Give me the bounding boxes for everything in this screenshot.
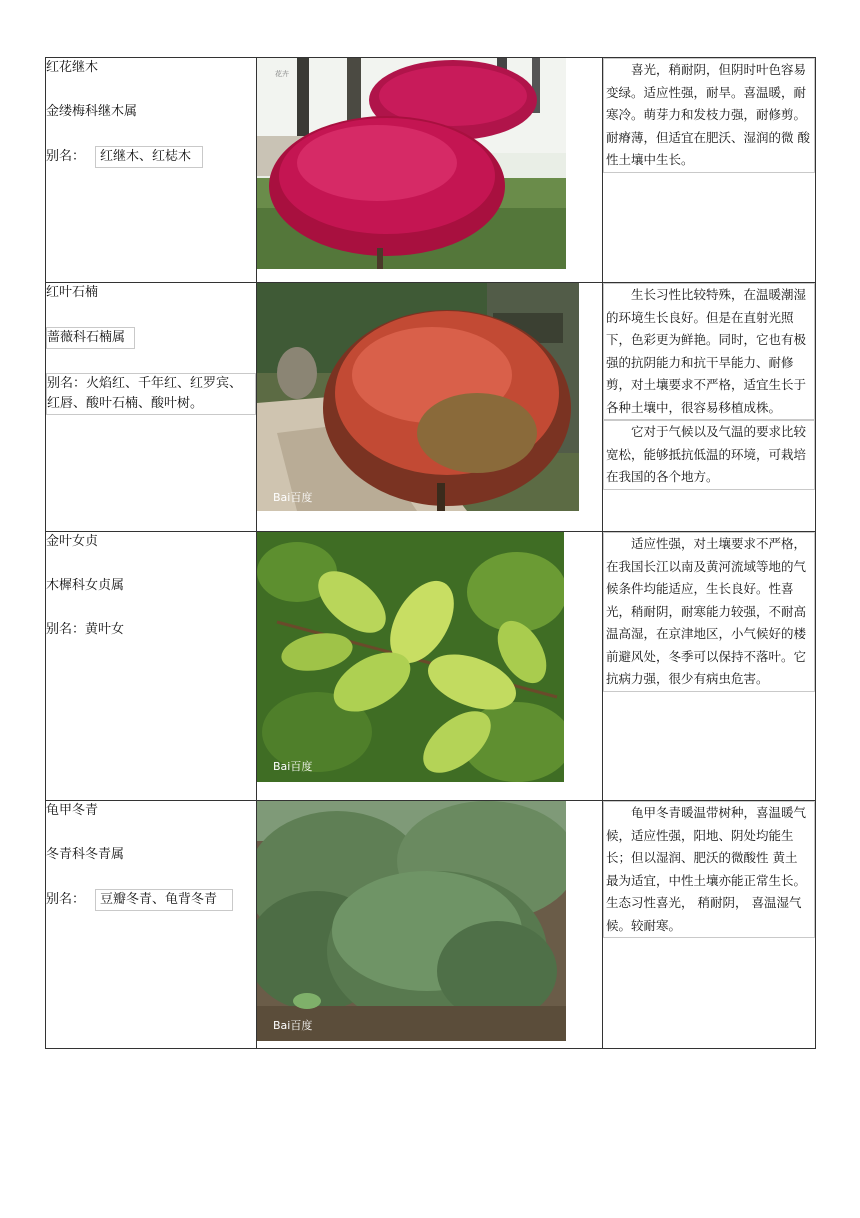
- plant-family: 蔷薇科石楠属: [46, 327, 135, 349]
- plant-description-cell: [603, 283, 816, 532]
- plant-image-cell: [257, 801, 603, 1049]
- alias-label: 别名：: [46, 622, 86, 637]
- plant-table: [45, 57, 816, 1049]
- table-row: [46, 532, 816, 801]
- plant-description-cell: [603, 532, 816, 801]
- alias-value: 火焰红、千年红、红罗宾、红唇、酸叶石楠、酸叶树。: [47, 376, 243, 411]
- plant-description-cell: [603, 801, 816, 1049]
- alias-label: 别名：: [47, 376, 87, 391]
- plant-alias: [46, 373, 256, 415]
- holly-shrub-photo: [257, 801, 566, 1041]
- plant-family: 木樨科女贞属: [46, 578, 125, 593]
- description-paragraph: 生长习性比较特殊，在温暖潮湿的环境生长良好。但是在直射光照下，色彩更为鲜艳。同时，它也有极强的抗阴能力和抗干旱能力、耐修剪，对土壤要求不严格，适宜生长于各种土壤中，很容易移植成株。: [603, 283, 815, 420]
- table-row: [46, 283, 816, 532]
- plant-family: 金缕梅科继木属: [46, 104, 138, 119]
- plant-name: 红花继木: [46, 60, 99, 75]
- plant-alias: [46, 146, 256, 168]
- plant-alias: [46, 889, 256, 911]
- baidu-watermark: Bai百度: [273, 1019, 313, 1032]
- plant-alias: [46, 620, 256, 640]
- plant-image-cell: [257, 58, 603, 283]
- plant-image-cell: [257, 283, 603, 532]
- svg-text:花卉: 花卉: [275, 70, 289, 78]
- red-flowering-shrub-photo: [257, 58, 566, 269]
- plant-info-cell: [46, 58, 257, 283]
- plant-family: 冬青科冬青属: [46, 847, 125, 862]
- alias-label: 别名：: [46, 149, 86, 164]
- description-paragraph: 龟甲冬青暖温带树种，喜温暖气候，适应性强，阳地、阴处均能生长；但以湿润、肥沃的微酸性 黄土 最为适宜，中性土壤亦能正常生长。生态习性喜光， 稍耐阴， 喜温湿气候。较耐寒。: [603, 801, 815, 938]
- plant-image-cell: [257, 532, 603, 801]
- alias-value: 豆瓣冬青、龟背冬青: [95, 889, 233, 911]
- red-leaf-photinia-photo: [257, 283, 579, 511]
- plant-name: 红叶石楠: [46, 285, 99, 300]
- plant-sheet: [45, 57, 815, 1049]
- plant-name: 金叶女贞: [46, 534, 99, 549]
- table-row: [46, 58, 816, 283]
- plant-info-cell: [46, 283, 257, 532]
- plant-description-cell: [603, 58, 816, 283]
- table-row: [46, 801, 816, 1049]
- plant-name: 龟甲冬青: [46, 803, 99, 818]
- description-paragraph: 适应性强，对土壤要求不严格，在我国长江以南及黄河流域等地的气候条件均能适应，生长良好。性喜光，稍耐阴，耐寒能力较强，不耐高温高湿，在京津地区，小气候好的楼前避风处，冬季可以保持不落叶。它抗病力强，很少有病虫危害。: [603, 532, 815, 692]
- description-paragraph: 喜光，稍耐阴，但阴时叶色容易变绿。适应性强，耐旱。喜温暖，耐寒冷。萌芽力和发枝力强，耐修剪。耐瘠薄，但适宜在肥沃、湿润的微 酸性土壤中生长。: [603, 58, 815, 173]
- description-paragraph: 它对于气候以及气温的要求比较宽松，能够抵抗低温的环境，可栽培在我国的各个地方。: [603, 420, 815, 490]
- golden-privet-leaves-photo: [257, 532, 564, 782]
- plant-info-cell: [46, 801, 257, 1049]
- alias-value: 黄叶女: [85, 622, 125, 637]
- plant-info-cell: [46, 532, 257, 801]
- alias-value: 红继木、红梽木: [95, 146, 203, 168]
- baidu-watermark: Bai百度: [273, 491, 313, 504]
- baidu-watermark: Bai百度: [273, 760, 313, 773]
- alias-label: 别名：: [46, 892, 86, 907]
